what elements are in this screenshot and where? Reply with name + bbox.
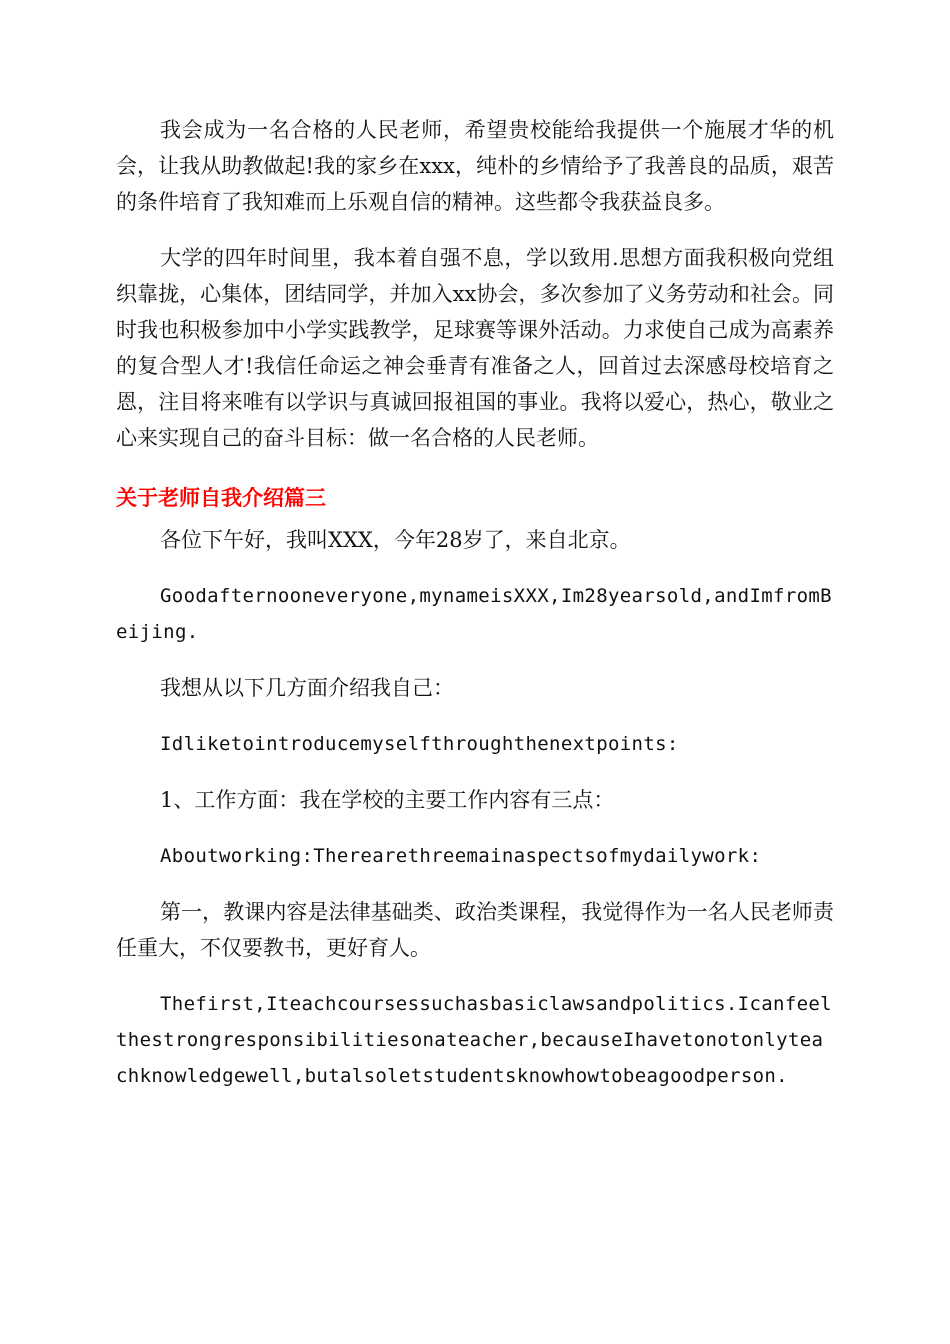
- paragraph-work-cn: 1、工作方面：我在学校的主要工作内容有三点：: [160, 788, 615, 812]
- paragraph-greeting-cn: 各位下午好，我叫XXX，今年28岁了，来自北京。: [160, 528, 631, 552]
- paragraph-greeting-en: Goodafternooneveryone,mynameisXXX,Im28yearsold,andImfromBeijing.: [116, 585, 832, 643]
- paragraph-intro-points-cn: 我想从以下几方面介绍我自己：: [160, 676, 454, 700]
- paragraph-first-point-en: Thefirst,Iteachcoursessuchasbasiclawsandpolitics.Icanfeelthestrongresponsibilitiesonateacher,becauseIhavetonotonlyteachknowledgewell,butalsoletstudentsknowhowtobeagoodperson.: [116, 993, 832, 1087]
- section-heading: 关于老师自我介绍篇三: [116, 486, 326, 510]
- paragraph-first-point-cn: 第一，教课内容是法律基础类、政治类课程，我觉得作为一名人民老师责任重大，不仅要教书，更好育人。: [116, 900, 834, 960]
- paragraph-university-years: 大学的四年时间里，我本着自强不息，学以致用.思想方面我积极向党组织靠拢，心集体，团结同学，并加入xx协会，多次参加了义务劳动和社会。同时我也积极参加中小学实践教学，足球赛等课外活动。力求使自己成为高素养的复合型人才!我信任命运之神会垂青有准备之人，回首过去深感母校培育之恩，注目将来唯有以学识与真诚回报祖国的事业。我将以爱心，热心，敬业之心来实现自己的奋斗目标：做一名合格的人民老师。: [116, 246, 834, 450]
- paragraph-work-en: Aboutworking:Therearethreemainaspectsofmydailywork:: [160, 845, 762, 867]
- paragraph-intro-points-en: Idliketointroducemyselfthroughthenextpoints:: [160, 733, 679, 755]
- document-body: [116, 112, 834, 1094]
- paragraph-hope-for-chance: 我会成为一名合格的人民老师，希望贵校能给我提供一个施展才华的机会，让我从助教做起!我的家乡在xxx，纯朴的乡情给予了我善良的品质，艰苦的条件培育了我知难而上乐观自信的精神。这些都令我获益良多。: [116, 118, 834, 214]
